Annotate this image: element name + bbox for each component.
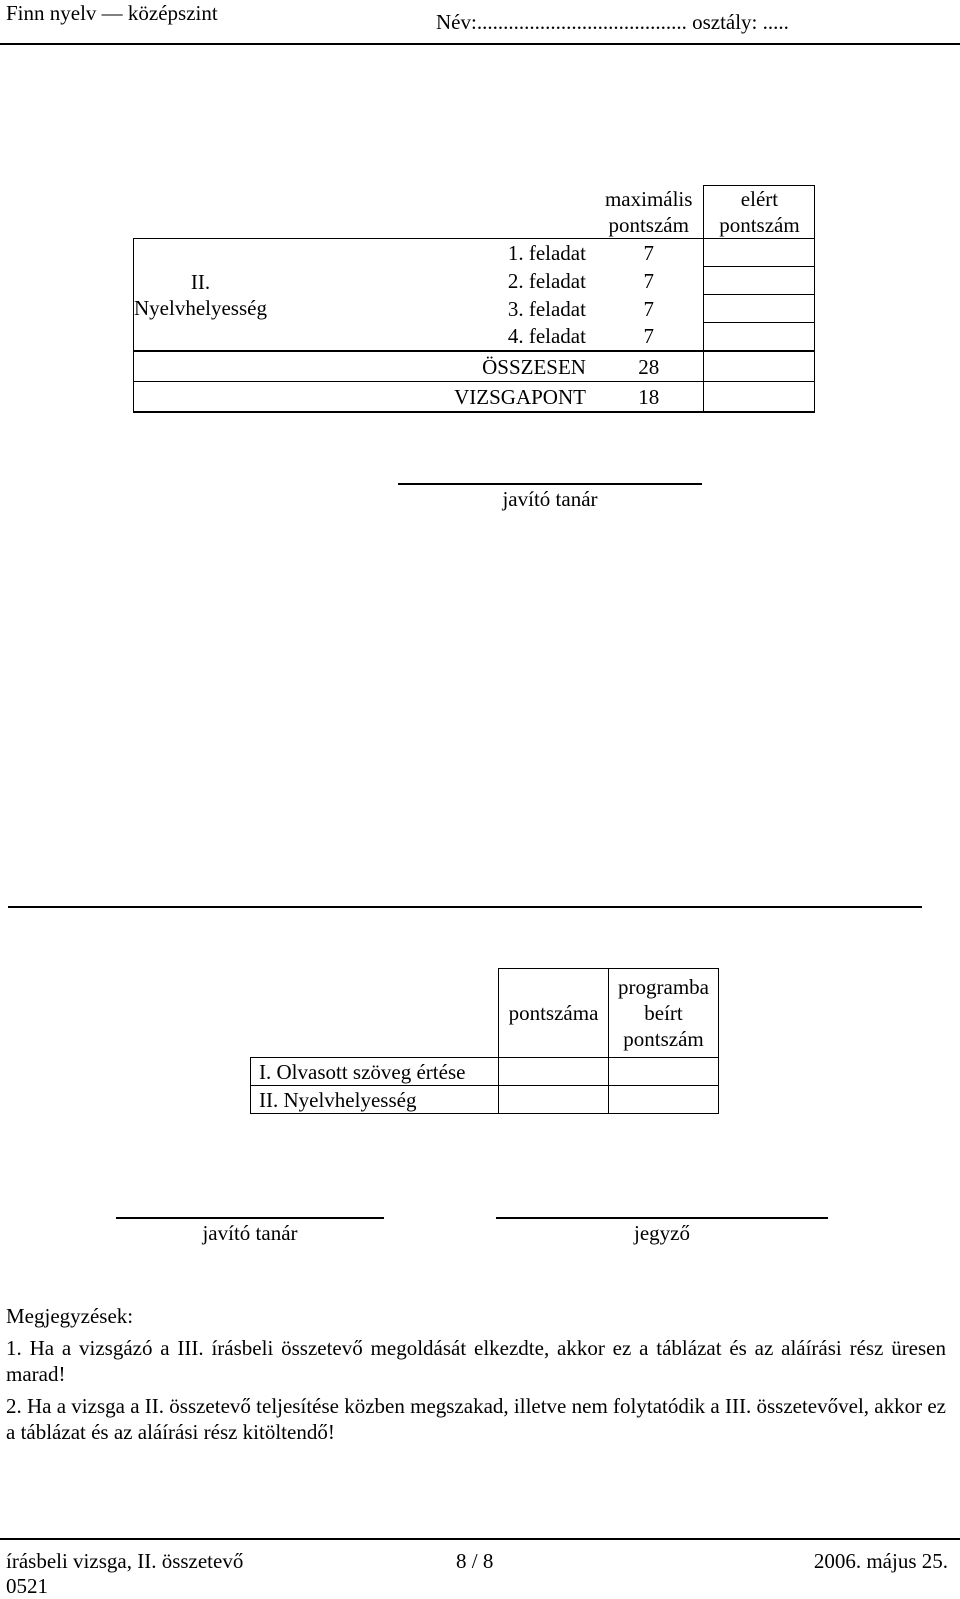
- note-item: 1. Ha a vizsgázó a III. írásbeli összetevő megoldását elkezdte, akkor ez a táblázat és az aláírási rész üresen marad!: [6, 1336, 946, 1386]
- exam-achieved-cell[interactable]: [704, 382, 815, 413]
- achieved-points-cell[interactable]: [704, 323, 815, 352]
- header-divider: [0, 43, 960, 45]
- total-label: ÖSSZESEN: [134, 351, 594, 382]
- registrar-signature-label: jegyző: [634, 1221, 690, 1245]
- achieved-points-header: elért pontszám: [704, 186, 815, 239]
- task-label: 4. feladat: [507, 324, 586, 349]
- total-max-points: 28: [594, 351, 704, 382]
- task-max-points: 7: [643, 296, 654, 321]
- max-points-header: maximális pontszám: [604, 186, 693, 237]
- section-label: II. Nyelvhelyesség: [134, 239, 267, 352]
- task-label: 1. feladat: [267, 239, 594, 267]
- note-item: 2. Ha a vizsga a II. összetevő teljesítése közben megszakad, illetve nem folytatódik a III. összetevővel, akkor ez a táblázat és az aláírási rész kitöltendő!: [6, 1394, 946, 1444]
- signature-line: [398, 483, 702, 485]
- achieved-points-cell[interactable]: [704, 239, 815, 267]
- program-score-table: [250, 968, 719, 1114]
- section-divider: [8, 906, 922, 908]
- language-accuracy-label: II. Nyelvhelyesség: [251, 1086, 499, 1114]
- task-label: 2. feladat: [507, 268, 586, 293]
- task-max-points: 7: [643, 324, 654, 349]
- total-achieved-cell[interactable]: [704, 351, 815, 382]
- footer-exam-part: írásbeli vizsga, II. összetevő: [6, 1549, 244, 1573]
- reading-comprehension-label: I. Olvasott szöveg értése: [251, 1058, 499, 1086]
- page-number: 8 / 8: [456, 1549, 494, 1573]
- exam-date: 2006. május 25.: [813, 1549, 948, 1573]
- achieved-points-cell[interactable]: [704, 267, 815, 295]
- program-points-cell[interactable]: [609, 1086, 719, 1114]
- score-table: [133, 185, 815, 413]
- points-cell[interactable]: [499, 1086, 609, 1114]
- registrar-signature-line: [496, 1217, 828, 1219]
- achieved-points-cell[interactable]: [704, 295, 815, 323]
- exam-points-label: VIZSGAPONT: [134, 382, 594, 413]
- corrector-signature-label: javító tanár: [502, 487, 598, 511]
- points-cell[interactable]: [499, 1058, 609, 1086]
- task-label: 3. feladat: [507, 296, 586, 321]
- footer-divider: [0, 1538, 960, 1540]
- corrector-signature-label: javító tanár: [202, 1221, 298, 1245]
- points-header: pontszáma: [499, 969, 609, 1058]
- corrector-signature-line: [116, 1217, 384, 1219]
- subject-title: Finn nyelv — középszint: [6, 1, 218, 25]
- task-max-points: 7: [643, 268, 654, 293]
- notes-title: Megjegyzések:: [6, 1304, 134, 1328]
- notes-section: [6, 1303, 946, 1445]
- program-points-cell[interactable]: [609, 1058, 719, 1086]
- exam-code: 0521: [6, 1574, 48, 1598]
- exam-max-points: 18: [594, 382, 704, 413]
- task-max-points: 7: [594, 239, 704, 267]
- name-class-field: Név:........................................ osztály: .....: [436, 10, 789, 34]
- program-points-header: programba beírt pontszám: [609, 969, 719, 1058]
